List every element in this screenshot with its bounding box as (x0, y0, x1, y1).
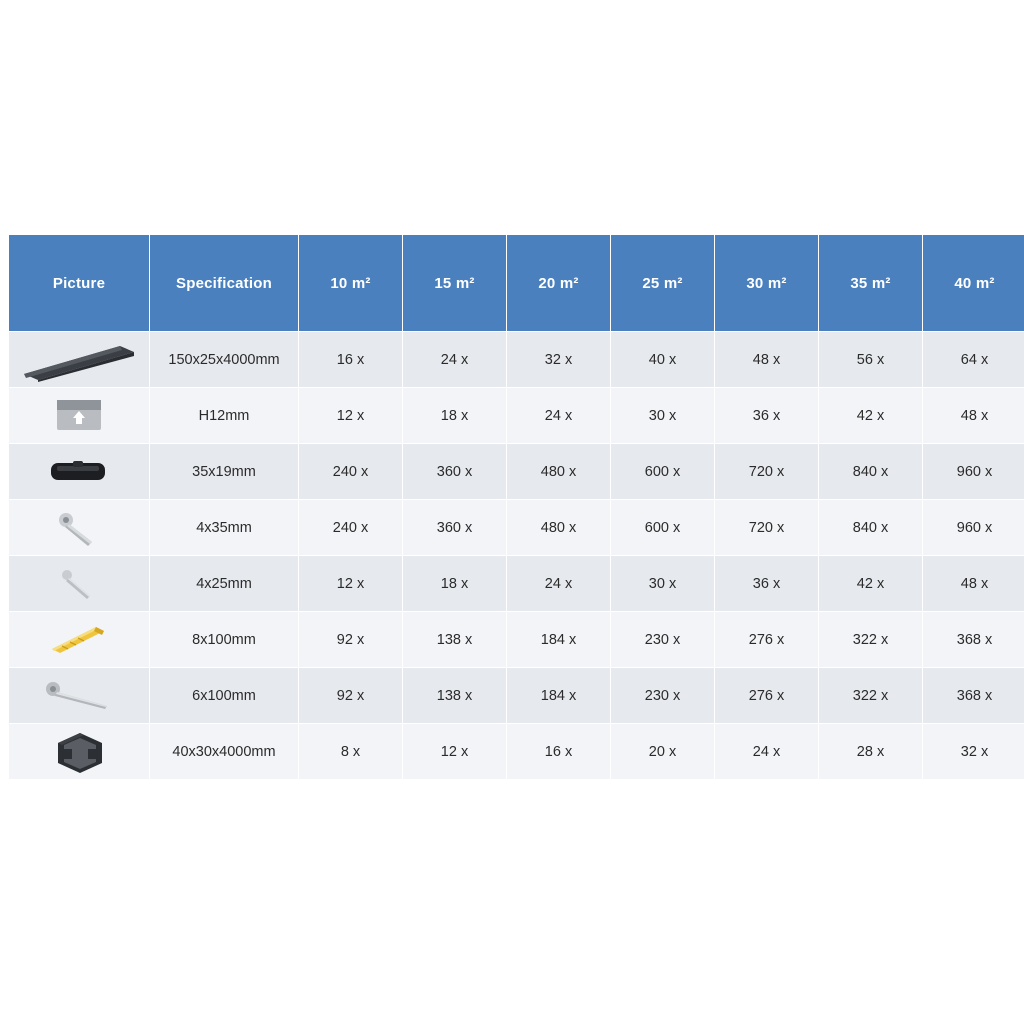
row-qty-30: 720 x (715, 444, 819, 500)
header-area-25-unit: m² (663, 274, 683, 292)
row-specification: 150x25x4000mm (150, 332, 299, 388)
row-qty-10: 240 x (299, 500, 403, 556)
header-picture (9, 235, 150, 332)
row-qty-40: 48 x (923, 556, 1024, 612)
row-qty-10: 12 x (299, 388, 403, 444)
header-area-35-value: 35 (850, 274, 868, 292)
row-qty-35: 28 x (819, 724, 923, 780)
row-qty-25: 30 x (611, 388, 715, 444)
header-area-30-unit: m² (767, 274, 787, 292)
row-qty-25: 600 x (611, 444, 715, 500)
row-qty-35: 42 x (819, 388, 923, 444)
row-qty-40: 32 x (923, 724, 1024, 780)
row-qty-10: 240 x (299, 444, 403, 500)
row-qty-10: 16 x (299, 332, 403, 388)
header-area-15 (403, 235, 507, 332)
table-header (9, 235, 1024, 332)
header-area-35 (819, 235, 923, 332)
row-qty-20: 184 x (507, 612, 611, 668)
row-qty-20: 480 x (507, 444, 611, 500)
row-qty-40: 960 x (923, 500, 1024, 556)
row-qty-40: 48 x (923, 388, 1024, 444)
row-qty-35: 322 x (819, 612, 923, 668)
row-qty-20: 24 x (507, 556, 611, 612)
row-qty-20: 16 x (507, 724, 611, 780)
short-screw-icon (9, 502, 149, 554)
header-area-40-unit: m² (975, 274, 995, 292)
header-area-15-value: 15 (434, 274, 452, 292)
header-area-15-unit: m² (455, 274, 475, 292)
decking-board-icon (9, 334, 149, 386)
row-qty-15: 18 x (403, 556, 507, 612)
table-row (9, 500, 1024, 556)
table-body (9, 332, 1024, 780)
header-area-10-value: 10 (330, 274, 348, 292)
row-qty-20: 480 x (507, 500, 611, 556)
table-row (9, 612, 1024, 668)
table-row (9, 556, 1024, 612)
row-qty-10: 92 x (299, 668, 403, 724)
row-qty-25: 230 x (611, 612, 715, 668)
header-area-40-value: 40 (954, 274, 972, 292)
row-picture-cell (9, 668, 150, 724)
header-specification (150, 235, 299, 332)
row-qty-30: 24 x (715, 724, 819, 780)
yellow-wall-plug-icon (9, 614, 149, 666)
row-specification: 4x35mm (150, 500, 299, 556)
header-area-20-value: 20 (538, 274, 556, 292)
header-area-40 (923, 235, 1024, 332)
header-area-10-unit: m² (351, 274, 371, 292)
thin-screw-icon (9, 558, 149, 610)
specification-table (8, 234, 1024, 780)
row-qty-10: 8 x (299, 724, 403, 780)
header-area-20-unit: m² (559, 274, 579, 292)
row-qty-15: 12 x (403, 724, 507, 780)
table-container (8, 234, 1016, 780)
row-qty-35: 42 x (819, 556, 923, 612)
row-qty-15: 360 x (403, 444, 507, 500)
row-qty-30: 36 x (715, 556, 819, 612)
row-qty-35: 840 x (819, 500, 923, 556)
joist-profile-icon (9, 726, 149, 778)
row-specification: 4x25mm (150, 556, 299, 612)
table-row (9, 724, 1024, 780)
row-picture-cell (9, 724, 150, 780)
row-qty-25: 20 x (611, 724, 715, 780)
starter-clip-icon (9, 390, 149, 442)
row-qty-15: 360 x (403, 500, 507, 556)
row-qty-25: 40 x (611, 332, 715, 388)
row-qty-30: 36 x (715, 388, 819, 444)
header-area-10 (299, 235, 403, 332)
row-qty-30: 276 x (715, 668, 819, 724)
header-area-20 (507, 235, 611, 332)
row-qty-25: 600 x (611, 500, 715, 556)
row-specification: 6x100mm (150, 668, 299, 724)
row-qty-30: 720 x (715, 500, 819, 556)
row-qty-15: 24 x (403, 332, 507, 388)
row-qty-30: 276 x (715, 612, 819, 668)
header-area-25-value: 25 (642, 274, 660, 292)
row-picture-cell (9, 500, 150, 556)
row-specification: 40x30x4000mm (150, 724, 299, 780)
row-qty-15: 138 x (403, 668, 507, 724)
table-row (9, 444, 1024, 500)
row-qty-40: 368 x (923, 612, 1024, 668)
row-picture-cell (9, 556, 150, 612)
row-specification: 8x100mm (150, 612, 299, 668)
row-qty-10: 92 x (299, 612, 403, 668)
row-qty-15: 18 x (403, 388, 507, 444)
row-picture-cell (9, 444, 150, 500)
row-qty-25: 30 x (611, 556, 715, 612)
header-area-30-value: 30 (746, 274, 764, 292)
row-qty-20: 24 x (507, 388, 611, 444)
row-picture-cell (9, 332, 150, 388)
table-row (9, 332, 1024, 388)
row-qty-30: 48 x (715, 332, 819, 388)
row-qty-35: 56 x (819, 332, 923, 388)
row-qty-15: 138 x (403, 612, 507, 668)
row-picture-cell (9, 612, 150, 668)
table-row (9, 668, 1024, 724)
black-connector-clip-icon (9, 446, 149, 498)
row-qty-40: 960 x (923, 444, 1024, 500)
header-picture-label: Picture (52, 274, 106, 292)
row-qty-10: 12 x (299, 556, 403, 612)
row-qty-20: 184 x (507, 668, 611, 724)
header-area-35-unit: m² (871, 274, 891, 292)
row-picture-cell (9, 388, 150, 444)
row-specification: H12mm (150, 388, 299, 444)
header-area-25 (611, 235, 715, 332)
row-qty-35: 840 x (819, 444, 923, 500)
row-qty-25: 230 x (611, 668, 715, 724)
row-qty-35: 322 x (819, 668, 923, 724)
header-area-30 (715, 235, 819, 332)
header-specification-label: Specification (176, 274, 272, 292)
row-qty-40: 368 x (923, 668, 1024, 724)
row-qty-20: 32 x (507, 332, 611, 388)
header-row (9, 235, 1024, 332)
long-screw-icon (9, 670, 149, 722)
row-specification: 35x19mm (150, 444, 299, 500)
table-row (9, 388, 1024, 444)
row-qty-40: 64 x (923, 332, 1024, 388)
